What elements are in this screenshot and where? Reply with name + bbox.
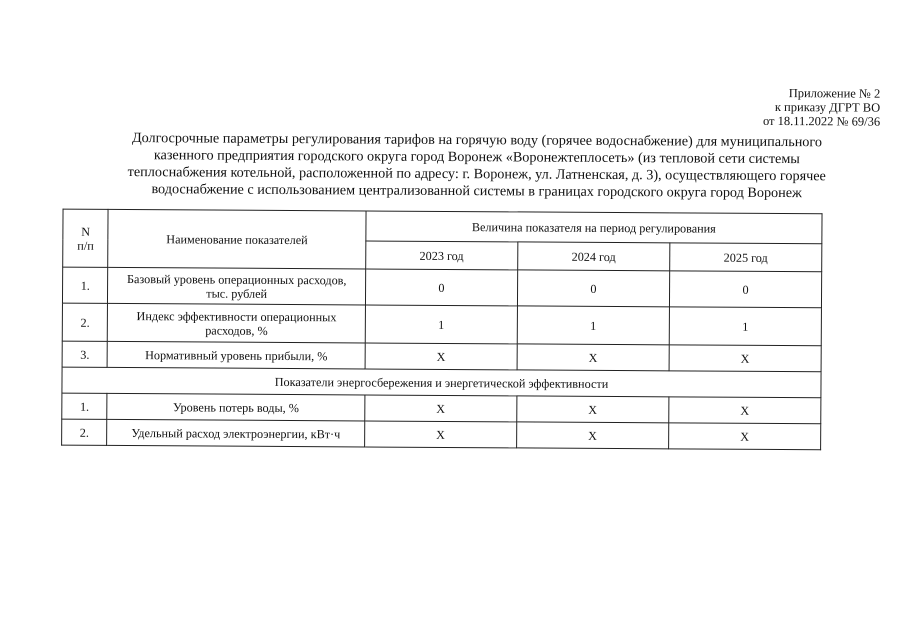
header-year-2025: 2025 год [670,243,822,272]
row-name: Нормативный уровень прибыли, % [108,341,366,369]
header-year-2024: 2024 год [518,242,670,271]
header-group: Величина показателя на период регулирования [366,211,822,244]
title-line-1: Долгосрочные параметры регулирования тарифов на горячую воду (горячее водоснабжение) для муниципального [131,130,823,151]
row-value-2023: X [365,343,517,370]
title-line-3: теплоснабжения котельной, расположенной по адресу: г. Воронеж, ул. Латненская, д. 3), осуществляющего горячее [127,164,826,185]
row-value-2024: 1 [517,306,669,345]
row-value-2024: X [517,344,669,371]
appendix-line-1: Приложение № 2 [788,86,881,101]
row-num: 1. [62,267,108,303]
row-name [108,303,366,343]
title-line-4: водоснабжение с использованием централизованной системы в границах городского округа город Воронеж [151,181,802,202]
row-value-2025: 1 [669,307,821,346]
row-name: Удельный расход электроэнергии, кВт·ч [107,419,365,447]
row-value-2023: 0 [365,269,517,306]
table-row [62,303,821,346]
table-row [62,419,821,450]
header-num [63,209,109,267]
title-line-2: казенного предприятия городского округа город Воронеж «Воронежтеплосеть» (из тепловой сети системы [153,147,800,168]
row-name [108,267,366,305]
row-num: 2. [62,303,108,341]
row-value-2025: 0 [669,271,821,308]
row-value-2024: X [517,396,669,423]
row-value-2023: X [364,421,516,448]
row-num: 1. [62,393,108,419]
parameters-table [61,209,822,451]
row-value-2024: X [516,422,668,449]
header-row-1 [63,209,822,244]
header-num-line-1: N [81,224,91,239]
row-name-line-1: Индекс эффективности операционных [136,308,337,324]
row-name: Уровень потерь воды, % [107,393,365,421]
row-name-line-2: расходов, % [205,323,268,338]
appendix-line-3: от 18.11.2022 № 69/36 [762,113,881,129]
header-year-2023: 2023 год [366,241,518,270]
row-name-line-2: тыс. рублей [206,286,268,301]
row-num: 3. [62,341,108,367]
row-value-2025: X [669,345,821,372]
table-row [62,267,821,308]
document-title [87,130,867,203]
row-value-2025: X [669,397,821,424]
row-value-2023: X [365,395,517,422]
appendix-line-2: к приказу ДГРТ ВО [774,99,881,115]
row-value-2025: X [669,423,821,450]
header-num-line-2: п/п [77,238,94,253]
row-num: 2. [62,419,108,445]
appendix-reference [763,86,880,129]
row-value-2024: 0 [517,270,669,307]
section-title: Показатели энергосбережения и энергетической эффективности [62,367,821,398]
row-name-line-1: Базовый уровень операционных расходов, [126,271,347,287]
row-value-2023: 1 [365,305,517,344]
header-name: Наименование показателей [108,209,366,269]
